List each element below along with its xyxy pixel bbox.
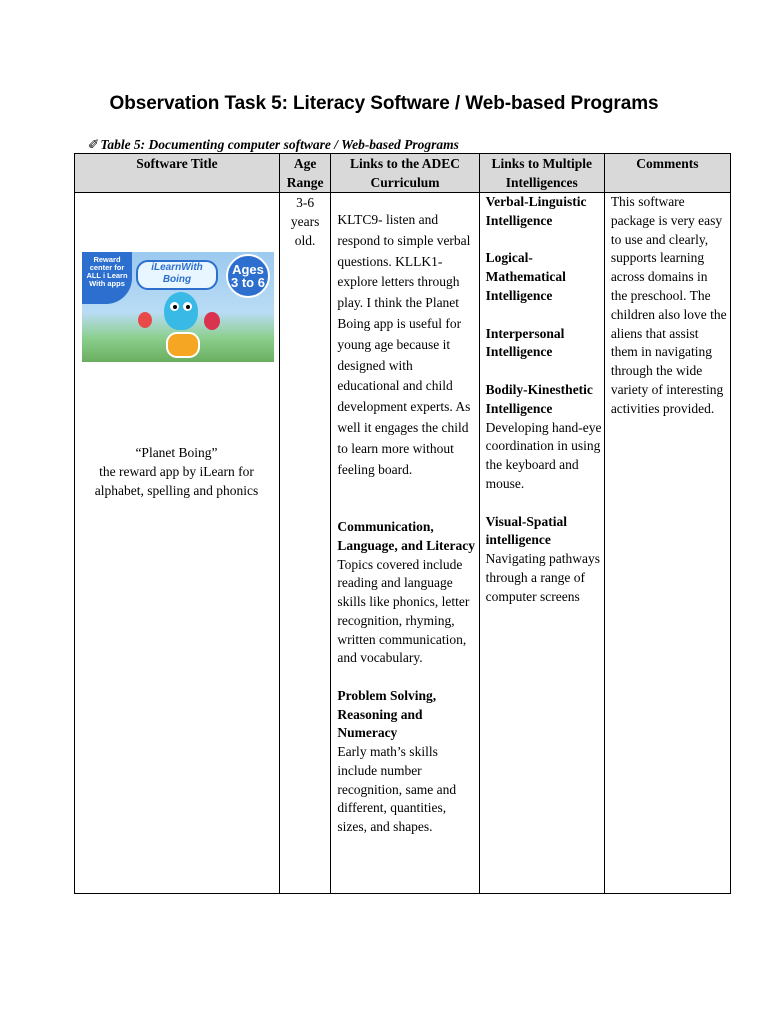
page-title: Observation Task 5: Literacy Software / Web-based Programs [109,93,659,114]
header-comments: Comments [604,154,730,193]
comments-cell [604,193,730,894]
ages-badge: Ages 3 to 6 [226,254,270,298]
play-button-icon [166,332,200,358]
header-age-range: Age Range [279,154,330,193]
software-table [74,153,731,894]
intelligence-detail: Developing hand-eye coordination in using the keyboard and mouse. [485,419,602,491]
comments-text: This software package is very easy to use and clearly, supports learning across domains in the preschool. The children also love the aliens that assist them in navigating through the wide variety of interesting activities provided. [610,194,727,416]
red-alien-icon [138,312,152,328]
intelligence-name: Verbal-Linguistic Intelligence [485,194,587,228]
header-multiple-intelligences: Links to Multiple Intelligences [479,154,604,193]
pink-alien-icon [204,312,220,330]
blue-alien-icon [164,292,198,330]
age-range-line: years [290,214,320,229]
pencil-icon: ✐ [88,137,100,152]
reward-center-badge: Reward center for ALL i Learn With apps [82,252,132,304]
table-caption [88,136,459,153]
ilearnwith-logo: iLearnWith Boing [136,260,218,290]
intelligence-name: Bodily-Kinesthetic Intelligence [485,381,593,416]
table-header-row [75,154,731,193]
planet-boing-app-image [82,252,274,362]
header-software-title: Software Title [75,154,280,193]
age-range-cell [279,193,330,894]
software-caption [75,443,278,500]
adec-intro-text: KLTC9- listen and respond to simple verbal questions. KLLK1- explore letters through play. I think the Planet Boing app is useful for young age because it designed with educational and child development experts. As well it engages the child to learn more without feeling board. [337,212,471,477]
intelligence-name: Visual-Spatial intelligence [485,513,567,548]
intelligence-detail: Navigating pathways through a range of computer screens [485,551,601,604]
intelligence-name: Logical-Mathematical Intelligence [485,250,566,303]
table-row [75,193,731,894]
software-title-cell [75,193,280,894]
software-name: “Planet Boing” [135,445,218,460]
adec-section-text: Topics covered include reading and language skills like phonics, letter recognition, rhyming, written communication, and vocabulary. [337,556,470,666]
table-caption-text: Table 5: Documenting computer software / Web-based Programs [100,137,459,152]
adec-section-heading: Communication, Language, and Literacy [337,519,475,554]
age-range-line: 3-6 [296,195,315,210]
header-adec-curriculum: Links to the ADEC Curriculum [331,154,479,193]
intelligence-name: Interpersonal Intelligence [485,325,565,360]
age-range-line: old. [294,233,316,248]
software-description: the reward app by iLearn for alphabet, spelling and phonics [94,464,259,498]
adec-section-heading: Problem Solving, Reasoning and Numeracy [337,687,437,741]
adec-section-text: Early math’s skills include number recognition, same and different, quantities, sizes, and shapes. [337,744,457,834]
multiple-intelligences-cell [479,193,604,894]
adec-curriculum-cell [331,193,479,894]
